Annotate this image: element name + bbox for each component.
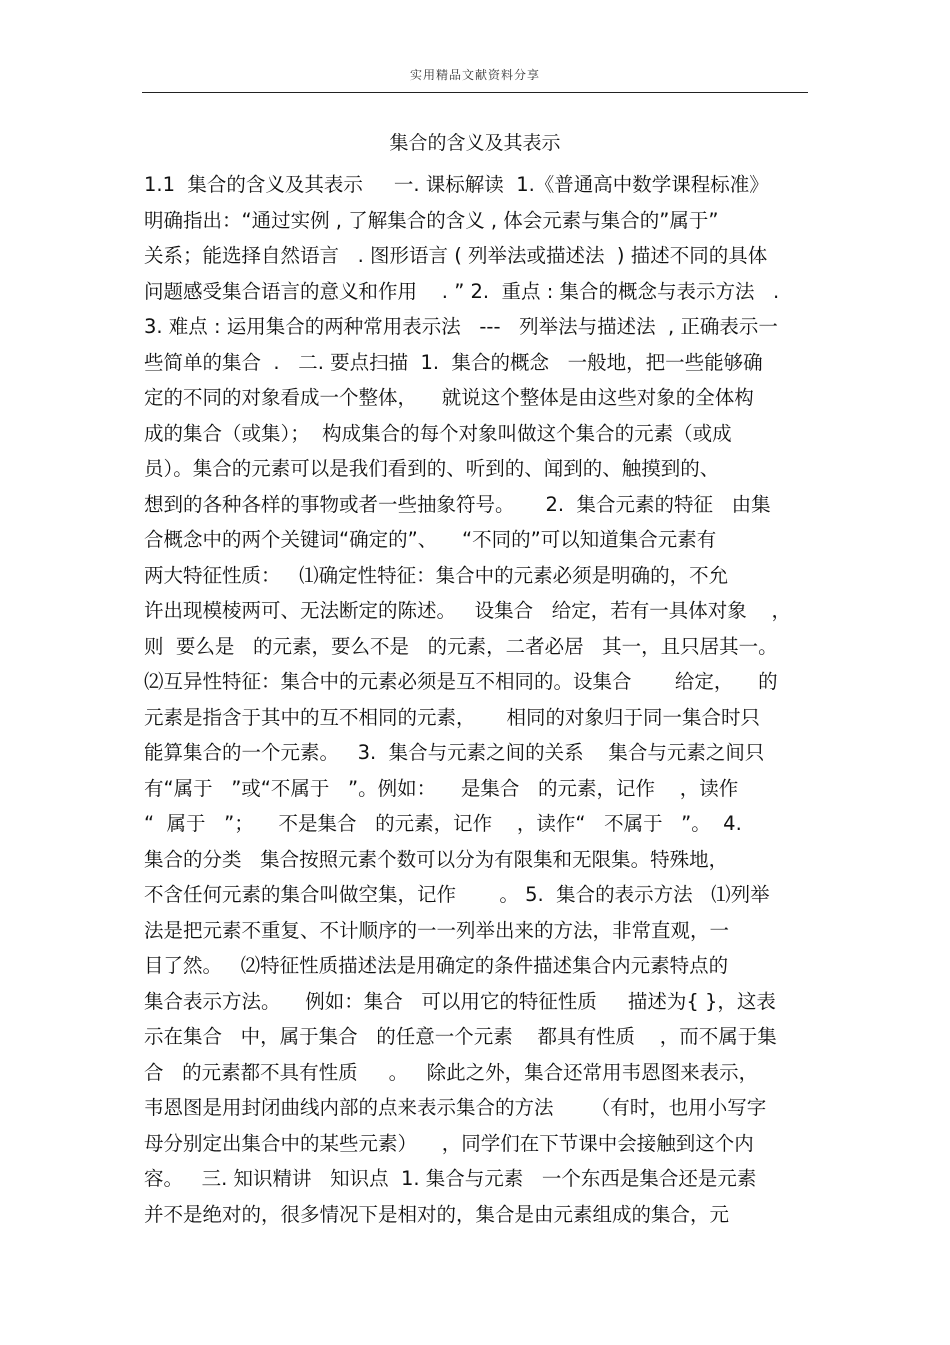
body-line: 并不是绝对的，很多情况下是相对的，集合是由元素组成的集合，元: [144, 1202, 730, 1226]
body-line: 韦恩图是用封闭曲线内部的点来表示集合的方法 （有时，也用小写字: [144, 1096, 767, 1119]
body-line: 能算集合的一个元素。 3. 集合与元素之间的关系 集合与元素之间只: [144, 741, 765, 764]
document-title: 集合的含义及其表示: [389, 132, 561, 154]
body-line: 不含任何元素的集合叫做空集，记作 。 5. 集合的表示方法 ⑴列举: [144, 883, 770, 906]
body-line: 定的不同的对象看成一个整体， 就说这个整体是由这些对象的全体构: [144, 386, 754, 409]
body-line: 关系；能选择自然语言 . 图形语言 ( 列举法或描述法 ) 描述不同的具体: [144, 244, 768, 267]
body-line: 法是把元素不重复、不计顺序的一一列举出来的方法，非常直观，一: [144, 918, 730, 942]
body-line: 合 的元素都不具有性质 。 除此之外，集合还常用韦恩图来表示，: [144, 1060, 759, 1084]
body-line: 许出现模棱两可、无法断定的陈述。 设集合 给定，若有一具体对象 ，: [144, 599, 791, 622]
body-line: 集合的分类 集合按照元素个数可以分为有限集和无限集。特殊地，: [144, 847, 729, 871]
body-line: 容。 三. 知识精讲 知识点 1. 集合与元素 一个东西是集合还是元素: [144, 1167, 757, 1190]
body-line: 集合表示方法。 例如：集合 可以用它的特征性质 描述为{ }，这表: [144, 989, 776, 1013]
body-line: 1.1 集合的含义及其表示 一. 课标解读 1.《普通高中数学课程标准》: [144, 173, 769, 196]
page-header: 实用精品文献资料分享: [409, 68, 540, 82]
body-line: 员）。集合的元素可以是我们看到的、听到的、闻到的、触摸到的、: [144, 457, 720, 480]
body-line: 问题感受集合语言的意义和作用 . ” 2. 重点 : 集合的概念与表示方法 .: [144, 279, 780, 303]
body-line: 3. 难点 : 运用集合的两种常用表示法 --- 列举法与描述法 , 正确表示一: [144, 315, 778, 338]
body-line: 母分别定出集合中的某些元素） ，同学们在下节课中会接触到这个内: [144, 1131, 754, 1155]
document-body: [144, 167, 824, 1232]
body-line: 想到的各种各样的事物或者一些抽象符号。 2. 集合元素的特征 由集: [144, 492, 771, 516]
body-line: “ 属于 ”； 不是集合 的元素，记作 ，读作“ 不属于 ”。 4.: [144, 812, 742, 835]
body-line: 有“属于 ”或“不属于 ”。例如： 是集合 的元素，记作 ，读作: [144, 776, 739, 800]
body-line: 些简单的集合 . 二. 要点扫描 1. 集合的概念 一般地，把一些能够确: [144, 350, 763, 374]
body-line: 合概念中的两个关键词“确定的”、 “不同的”可以知道集合元素有: [144, 528, 717, 551]
body-line: 两大特征性质： ⑴确定性特征：集合中的元素必须是明确的，不允: [144, 563, 729, 587]
body-line: 则 要么是 的元素，要么不是 的元素，二者必居 其一，且只居其一。: [144, 634, 778, 658]
body-line: 示在集合 中，属于集合 的任意一个元素 都具有性质 ，而不属于集: [144, 1025, 777, 1048]
body-line: 成的集合（或集）； 构成集合的每个对象叫做这个集合的元素（或成: [144, 421, 732, 445]
body-line: ⑵互异性特征：集合中的元素必须是互不相同的。设集合 给定， 的: [144, 670, 778, 693]
body-line: 元素是指含于其中的互不相同的元素， 相同的对象归于同一集合时只: [144, 705, 760, 729]
body-line: 目了然。 ⑵特征性质描述法是用确定的条件描述集合内元素特点的: [144, 954, 729, 977]
body-line: 明确指出：“通过实例 , 了解集合的含义 , 体会元素与集合的”属于”: [144, 208, 719, 232]
header-divider: [142, 92, 808, 93]
